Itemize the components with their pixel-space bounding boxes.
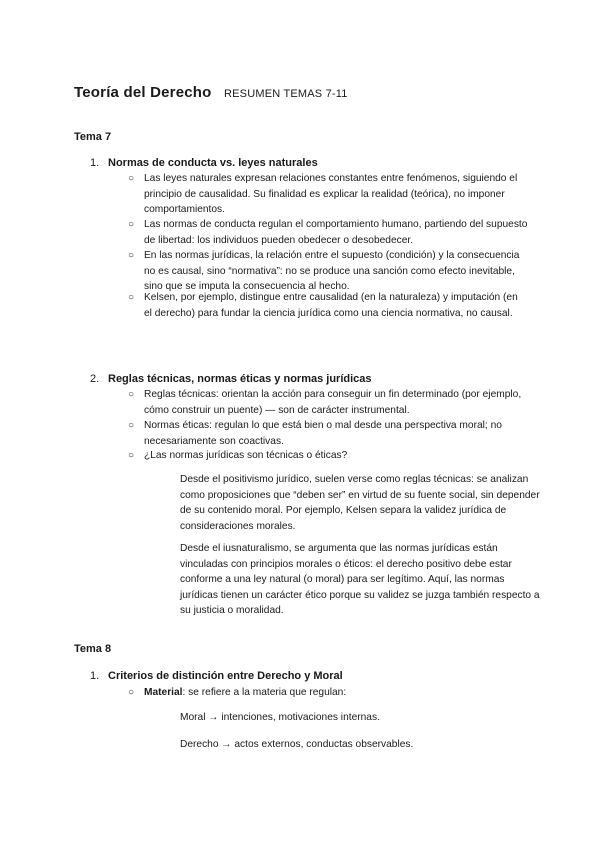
list-item-label: Criterios de distinción entre Derecho y Moral	[108, 670, 343, 682]
list-item-label: Reglas técnicas, normas éticas y normas jurídicas	[108, 373, 372, 385]
list-item-tema7-1	[90, 157, 318, 169]
bullet-icon: ○	[128, 219, 135, 230]
bullet-item	[128, 418, 528, 449]
indented-paragraph: Desde el positivismo jurídico, suelen verse como reglas técnicas: se analizan como proposiciones que “deben ser” en virtud de su fuente social, sin depender de su contenido moral. Por ejemplo, Kelsen separa la validez jurídica de consideraciones morales.	[180, 474, 540, 532]
bullet-icon: ○	[128, 687, 135, 698]
bullet-text: Normas éticas: regulan lo que está bien o mal desde una perspectiva moral; no necesariamente son coactivas.	[144, 420, 502, 447]
bullet-text: Kelsen, por ejemplo, distingue entre causalidad (en la naturaleza) y imputación (en el derecho) para fundar la ciencia jurídica como una ciencia normativa, no causal.	[144, 292, 518, 319]
bullet-text	[144, 685, 528, 701]
bullet-text: En las normas jurídicas, la relación entre el supuesto (condición) y la consecuencia no es causal, sino “normativa”: no se produce una sanción como efecto inevitable, sino que se imputa la consecuencia al hecho.	[144, 250, 520, 292]
document-header	[74, 84, 348, 102]
bullet-rest: : se refiere a la materia que regulan:	[182, 687, 347, 698]
document-title: Teoría del Derecho	[74, 84, 212, 101]
bullet-text: Las leyes naturales expresan relaciones constantes entre fenómenos, siguiendo el principio de causalidad. Su finalidad es explicar la realidad (teórica), no imponer comportamientos.	[144, 173, 518, 215]
bullet-icon: ○	[128, 173, 135, 184]
bullet-icon: ○	[128, 389, 135, 400]
bullet-icon: ○	[128, 292, 135, 303]
bullet-item	[128, 171, 528, 218]
list-number: 2.	[90, 373, 100, 385]
bullet-text: Reglas técnicas: orientan la acción para conseguir un fin determinado (por ejemplo, cómo construir un puente) — son de carácter instrumental.	[144, 389, 522, 416]
bullet-text: Las normas de conducta regulan el comportamiento humano, partiendo del supuesto de libertad: los individuos pueden obedecer o desobedecer.	[144, 219, 528, 246]
list-number: 1.	[90, 670, 100, 682]
list-number: 1.	[90, 157, 100, 169]
indented-line: Moral → intenciones, motivaciones internas.	[180, 712, 380, 723]
list-item-tema7-2	[90, 373, 372, 385]
bullet-text: ¿Las normas jurídicas son técnicas o éticas?	[144, 450, 348, 461]
document-subtitle: RESUMEN TEMAS 7-11	[223, 88, 348, 100]
section-heading-tema8: Tema 8	[74, 643, 112, 655]
list-item-tema8-1	[90, 670, 343, 682]
section-heading-tema7: Tema 7	[74, 131, 112, 143]
indented-line: Derecho → actos externos, conductas observables.	[180, 739, 414, 750]
bullet-item	[128, 685, 528, 701]
bullet-icon: ○	[128, 250, 135, 261]
bullet-term: Material	[144, 687, 183, 698]
bullet-item	[128, 290, 528, 321]
indented-paragraph: Desde el iusnaturalismo, se argumenta que las normas jurídicas están vinculadas con principios morales o éticos: el derecho positivo debe estar conforme a una ley natural (o moral) para ser legítimo. Aquí, las normas jurídicas tienen un carácter ético porque su validez se juzga también respecto a su justicia o moralidad.	[180, 543, 540, 616]
bullet-item	[128, 448, 528, 464]
list-item-label: Normas de conducta vs. leyes naturales	[108, 157, 318, 169]
bullet-icon: ○	[128, 420, 135, 431]
bullet-item	[128, 387, 528, 418]
bullet-icon: ○	[128, 450, 135, 461]
bullet-item	[128, 248, 528, 295]
bullet-item	[128, 217, 528, 248]
